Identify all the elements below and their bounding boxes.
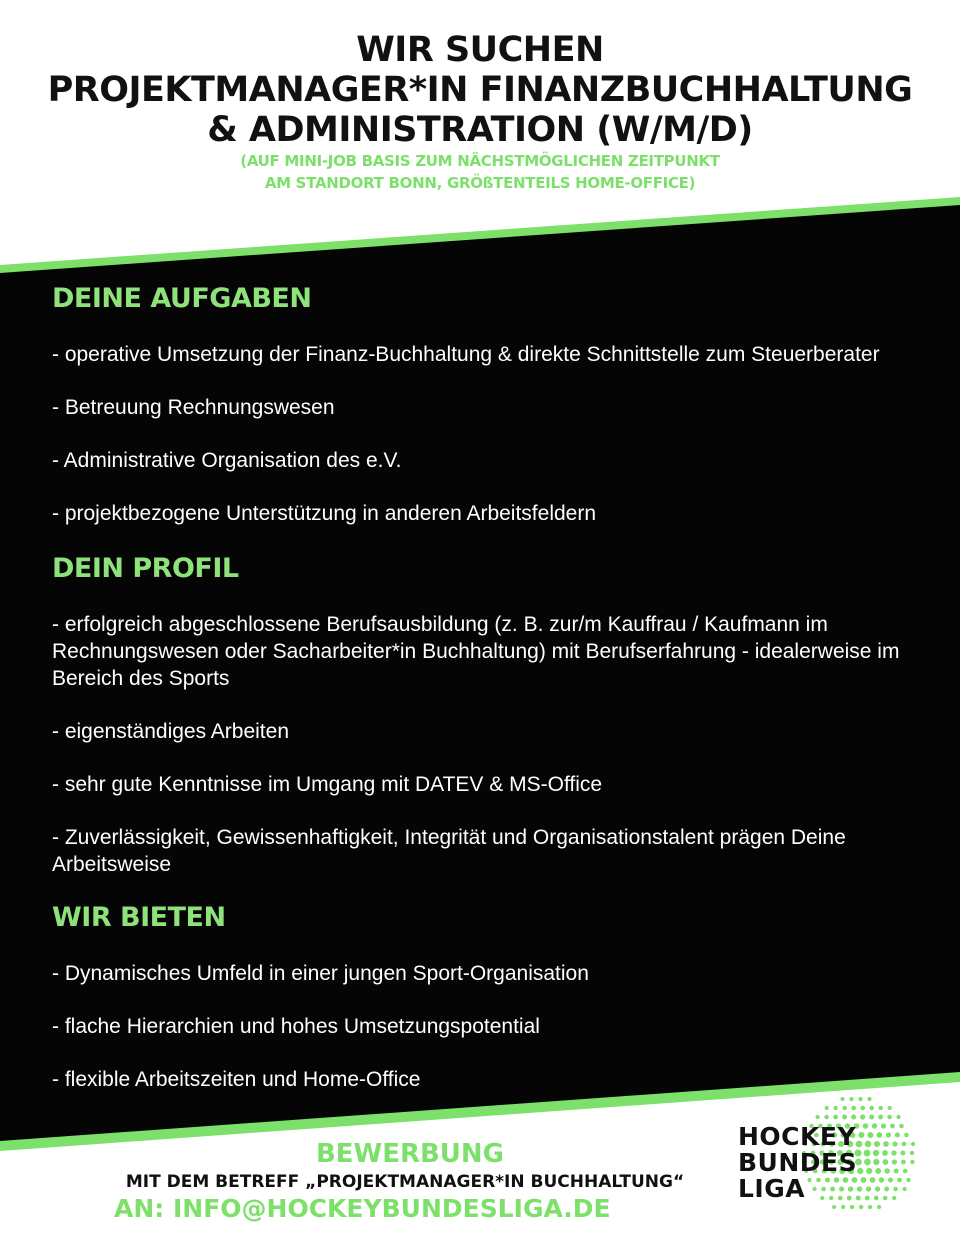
list-item: - Zuverlässigkeit, Gewissenhaftigkeit, Integrität und Organisationstalent prägen Deine Arbeitsweise: [52, 826, 846, 876]
title-line-1: WIR SUCHEN: [356, 30, 604, 70]
application-subject: MIT DEM BETREFF „PROJEKTMANAGER*IN BUCHHALTUNG“: [125, 1172, 685, 1192]
logo-dot: [865, 1196, 870, 1201]
logo-dot: [868, 1205, 872, 1209]
logo-dot: [878, 1115, 883, 1120]
title-line-2: PROJEKTMANAGER*IN FINANZBUCHHALTUNG: [47, 70, 913, 110]
logo-dot: [887, 1115, 892, 1120]
logo-dot: [834, 1106, 838, 1110]
logo-dot: [881, 1123, 886, 1128]
logo-dot: [890, 1124, 895, 1129]
logo-text: [738, 1124, 857, 1202]
logo-dot: [902, 1142, 907, 1147]
logo-dot: [883, 1196, 888, 1201]
logo-dot: [850, 1205, 854, 1209]
list-item: - Dynamisches Umfeld in einer jungen Sport-Organisation: [52, 962, 589, 985]
logo-dot: [893, 1187, 898, 1192]
logo-dot: [901, 1151, 906, 1156]
subtitle-line-1: (AUF MINI-JOB BASIS ZUM NÄCHSTMÖGLICHEN ZEITPUNKT: [240, 152, 720, 170]
logo-dot: [897, 1178, 902, 1183]
logo-dot: [858, 1132, 864, 1138]
logo-dot: [883, 1141, 889, 1147]
section-heading-profil: DEIN PROFIL: [52, 553, 239, 584]
logo-dot: [874, 1196, 879, 1201]
logo-dot: [857, 1168, 863, 1174]
logo-dot: [861, 1177, 867, 1183]
logo-dot: [884, 1187, 889, 1192]
title-line-3: & ADMINISTRATION (W/M/D): [207, 110, 753, 150]
logo-dot: [866, 1186, 871, 1191]
logo-dot: [884, 1168, 890, 1174]
section-bieten: [52, 902, 922, 1093]
logo-dot: [816, 1115, 820, 1119]
logo-dot: [875, 1168, 881, 1174]
logo-dot: [870, 1177, 876, 1183]
logo-line-1: HOCKEY: [738, 1122, 857, 1151]
application-title: BEWERBUNG: [315, 1139, 505, 1169]
application-footer: [0, 1138, 720, 1194]
logo-dot: [888, 1177, 893, 1182]
section-profil: [52, 553, 922, 878]
logo-dot: [833, 1115, 838, 1120]
section-heading-bieten: WIR BIETEN: [52, 902, 226, 933]
logo-dot: [874, 1141, 880, 1147]
logo-dot: [873, 1150, 879, 1156]
logo-dot: [895, 1133, 900, 1138]
logo-dot: [851, 1114, 856, 1119]
logo-dot: [903, 1169, 908, 1174]
list-item: - Administrative Organisation des e.V.: [52, 449, 402, 472]
logo-dot: [842, 1115, 847, 1120]
logo-dot: [879, 1177, 884, 1182]
logo-dot: [877, 1205, 881, 1209]
logo-dot: [875, 1186, 880, 1191]
logo-dot: [864, 1159, 871, 1166]
logo-dot: [886, 1132, 891, 1137]
list-item: - operative Umsetzung der Finanz-Buchhaltung & direkte Schnittstelle zum Steuerberater: [52, 343, 880, 366]
logo-dot: [865, 1141, 871, 1147]
logo-dot: [896, 1115, 900, 1119]
logo-dot: [892, 1196, 896, 1200]
logo-dot: [883, 1159, 889, 1165]
job-header: [0, 30, 960, 194]
list-item: - sehr gute Kenntnisse im Umgang mit DATEV & MS-Office: [52, 773, 603, 796]
subtitle-line-2: AM STANDORT BONN, GRÖßTENTEILS HOME-OFFICE): [264, 174, 696, 192]
logo-dot: [872, 1123, 877, 1128]
list-item: - erfolgreich abgeschlossene Berufsausbildung (z. B. zur/m Kauffrau / Kaufmann im Rechnungswesen oder Sacharbeiter*in Buchhaltung) mit Berufserfahrung - idealerweise im Bereich des Sports: [52, 613, 900, 690]
logo-dot: [877, 1132, 883, 1138]
list-item: - flexible Arbeitszeiten und Home-Office: [52, 1068, 421, 1091]
list-item: - eigenständiges Arbeiten: [52, 720, 289, 743]
logo-dot: [841, 1205, 845, 1209]
logo-dot: [860, 1114, 865, 1119]
logo-dot: [857, 1186, 862, 1191]
logo-dot: [910, 1151, 914, 1155]
logo-dot: [864, 1150, 871, 1157]
section-aufgaben: [52, 283, 922, 527]
logo-dot: [867, 1132, 873, 1138]
logo-dot: [860, 1106, 865, 1111]
hockey-bundesliga-logo: [732, 1090, 932, 1220]
logo-dot: [906, 1178, 910, 1182]
list-item: - flache Hierarchien und hohes Umsetzungspotential: [52, 1015, 540, 1038]
logo-dot: [849, 1097, 853, 1101]
logo-line-3: LIGA: [738, 1174, 806, 1203]
logo-dot: [903, 1187, 907, 1191]
logo-dot: [825, 1106, 829, 1110]
section-heading-aufgaben: DEINE AUFGABEN: [52, 283, 312, 314]
logo-line-2: BUNDES: [738, 1148, 858, 1177]
logo-dot: [869, 1106, 874, 1111]
logo-dot: [832, 1205, 836, 1209]
logo-dot: [910, 1160, 914, 1164]
logo-dot: [888, 1106, 892, 1110]
logo-dot: [869, 1114, 874, 1119]
logo-dot: [867, 1097, 871, 1101]
list-item: - projektbezogene Unterstützung in anderen Arbeitsfeldern: [52, 502, 597, 525]
logo-dot: [901, 1160, 906, 1165]
logo-dot: [858, 1097, 862, 1101]
logo-dot: [904, 1133, 908, 1137]
logo-dot: [851, 1106, 856, 1111]
logo-dot: [824, 1115, 828, 1119]
logo-dot: [863, 1123, 869, 1129]
logo-dot: [882, 1150, 888, 1156]
logo-dot: [892, 1159, 897, 1164]
logo-dot: [894, 1168, 899, 1173]
list-item: - Betreuung Rechnungswesen: [52, 396, 335, 419]
logo-dot: [866, 1168, 872, 1174]
logo-dot: [859, 1205, 863, 1209]
logo-dot: [911, 1142, 915, 1146]
application-email-link[interactable]: AN: INFO@HOCKEYBUNDESLIGA.DE: [114, 1194, 611, 1223]
logo-dot: [892, 1141, 897, 1146]
logo-dot: [873, 1159, 879, 1165]
logo-dot: [840, 1097, 844, 1101]
logo-dot: [878, 1106, 882, 1110]
logo-dot: [891, 1150, 896, 1155]
job-content: [52, 283, 922, 1119]
logo-dot: [842, 1106, 847, 1111]
logo-dot: [899, 1124, 903, 1128]
